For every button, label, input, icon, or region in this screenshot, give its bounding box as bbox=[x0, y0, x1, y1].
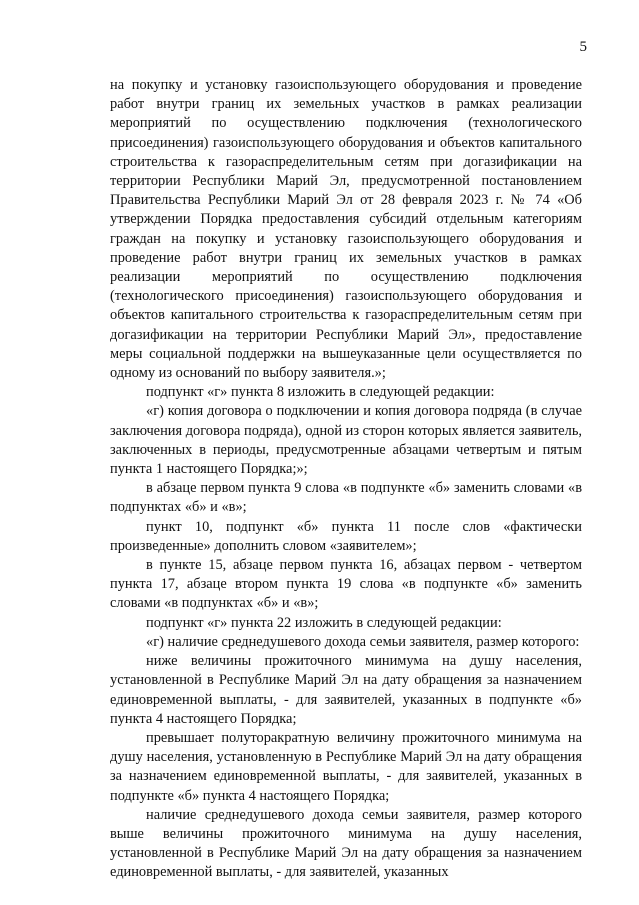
paragraph-point-15: в пункте 15, абзаце первом пункта 16, абзацах первом - четвертом пункта 17, абзаце втором пункта 19 слова «в подпункте «б» заменить словами «в подпунктах «б» и «в»; bbox=[110, 557, 582, 612]
paragraph-subitem-g-point-8: подпункт «г» пункта 8 изложить в следующей редакции: bbox=[146, 384, 495, 401]
paragraph-income-below-minimum: ниже величины прожиточного минимума на душу населения, установленной в Республике Марий Эл на дату обращения за назначением единовременной выплаты, - для заявителей, указанных в подпункте «б» пункта 4 настоящего Порядка; bbox=[110, 653, 582, 727]
paragraph-income-intro: «г) наличие среднедушевого дохода семьи заявителя, размер которого: bbox=[146, 633, 580, 650]
paragraph-continuation: на покупку и установку газоиспользующего оборудования и проведение работ внутри границ их земельных участков в рамках реализации мероприятий по осуществлению подключения (технологического присоединения) газоиспользующего оборудования и объектов капитального строительства к газораспределительным сетям при догазификации на территории Республики Марий Эл, предусмотренной постановлением Правительства Республики Марий Эл от 28 февраля 2023 г. № 74 «Об утверждении Порядка предоставления субсидий отдельным категориям граждан на покупку и установку газоиспользующего оборудования и проведение работ внутри границ их земельных участков в рамках реализации мероприятий по осуществлению подключения (технологического присоединения) газоиспользующего оборудования и объектов капитального строительства к газораспределительным сетям при догазификации на территории Республики Марий Эл», предоставление меры социальной поддержки на вышеуказанные цели осуществляется по одному из оснований по выбору заявителя.»; bbox=[110, 77, 582, 382]
paragraph-income-above-minimum: наличие среднедушевого дохода семьи заявителя, размер которого выше величины прожиточного минимума на душу населения, установленной в Республике Марий Эл на дату обращения за назначением единовременной выплаты, - для заявителей, указанных bbox=[110, 806, 582, 881]
paragraph-income-exceeds: превышает полуторакратную величину прожиточного минимума на душу населения, установленную в Республике Марий Эл на дату обращения за назначением единовременной выплаты, - для заявителей, указанных в подпункте «б» пункта 4 настоящего Порядка; bbox=[110, 729, 582, 804]
paragraph-contract-copy: «г) копия договора о подключении и копия договора подряда (в случае заключения договора подряда), одной из сторон которых является заявитель, заключенных в периоды, предусмотренные абзацами четвертым и пятым пункта 1 настоящего Порядка;»; bbox=[110, 403, 582, 478]
page-number: 5 bbox=[579, 39, 587, 55]
paragraph-subitem-g-point-22: подпункт «г» пункта 22 изложить в следующей редакции: bbox=[146, 614, 502, 631]
paragraph-point-9: в абзаце первом пункта 9 слова «в подпункте «б» заменить словами «в подпунктах «б» и «в»; bbox=[110, 480, 582, 516]
paragraph-point-10: пункт 10, подпункт «б» пункта 11 после слов «фактически произведенные» дополнить словом «заявителем»; bbox=[110, 518, 582, 554]
document-body bbox=[110, 76, 582, 883]
